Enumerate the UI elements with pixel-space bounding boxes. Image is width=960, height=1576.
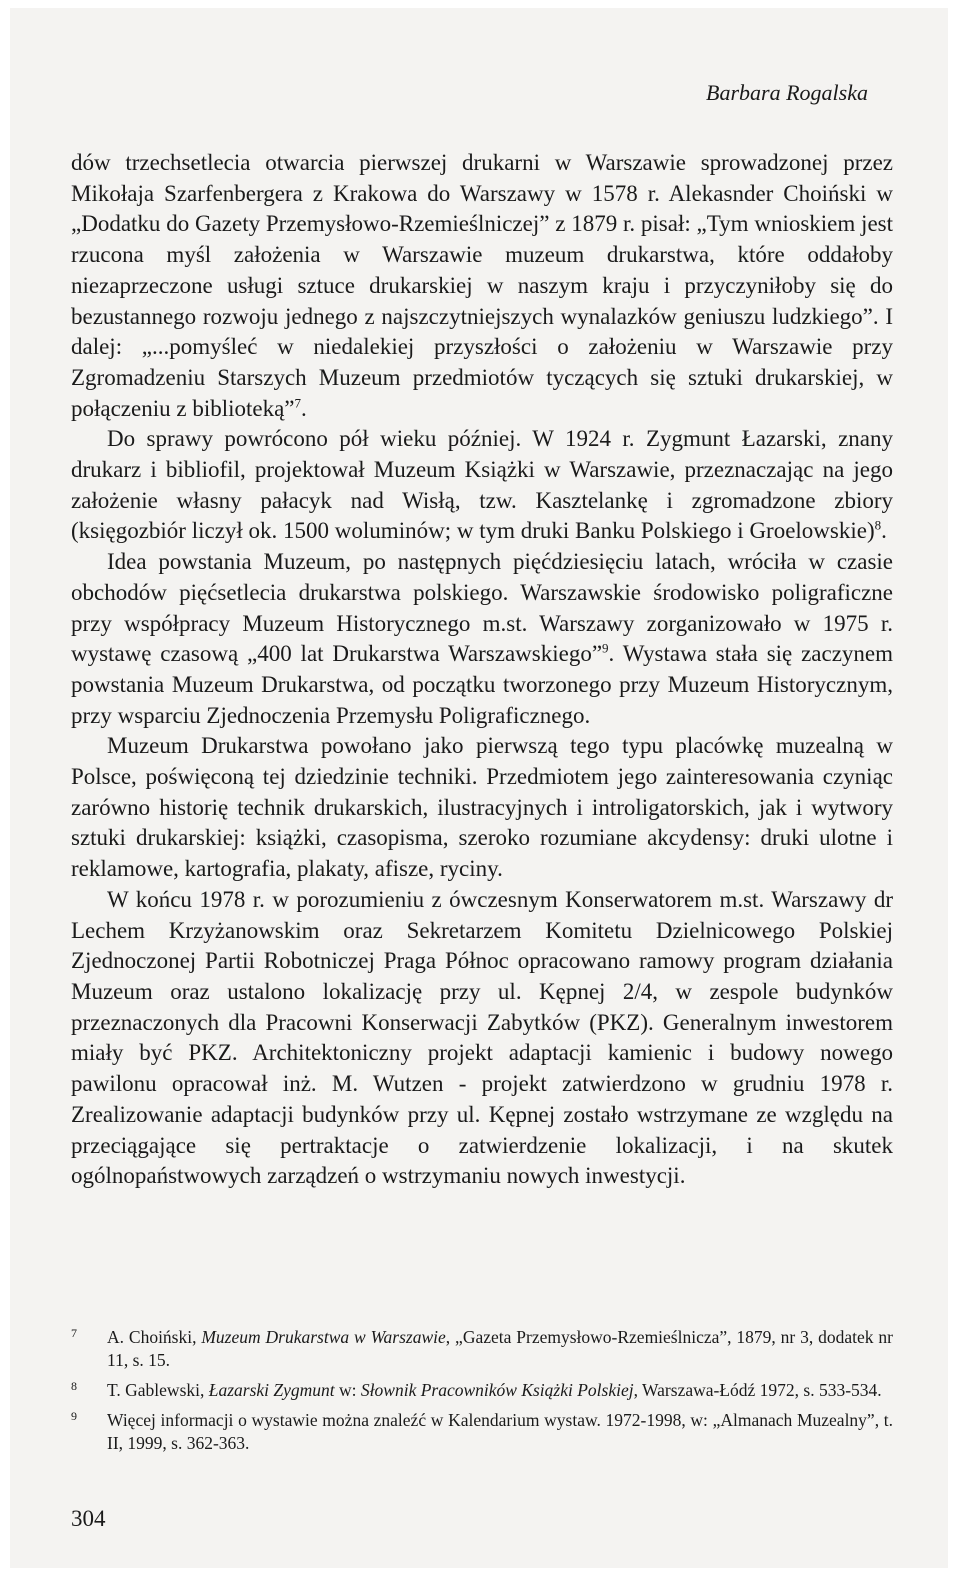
footnote-title: Muzeum Drukarstwa w Warszawie bbox=[201, 1327, 446, 1347]
footnote-7 bbox=[71, 1326, 893, 1372]
footnote-number: 8 bbox=[71, 1379, 77, 1393]
paragraph-3-text: Idea powstania Muzeum, po następnych pięćdziesięciu latach, wróciła w czasie obchodów pięćsetlecia drukarstwa polskiego. Warszawskie środowisko poligraficzne przy współpracy Muzeum Historycznego m.st. Warszawy zorganizowało w 1975 r. wystawę czasową „400 lat Drukarstwa Warszawskiego” bbox=[71, 549, 893, 667]
page-number: 304 bbox=[71, 1506, 106, 1531]
paragraph-3 bbox=[71, 547, 893, 731]
paragraph-1 bbox=[71, 148, 893, 424]
footnote-number: 9 bbox=[71, 1409, 77, 1423]
paragraph-1-text: dów trzechsetlecia otwarcia pierwszej drukarni w Warszawie sprowadzonej przez Mikołaja Szarfenbergera z Krakowa do Warszawy w 1578 r. Alekasnder Choiński w „Dodatku do Gazety Przemysłowo-Rzemieślniczej” z 1879 r. pisał: „Tym wnioskiem jest rzucona myśl założenia w Warszawie muzeum drukarstwa, które oddałoby niezaprzeczone usługi sztuce drukarskiej w naszym kraju i przyczyniłoby się do bezustannego rozwoju jednego z najszczytniejszych wynalazków geniuszu ludzkiego”. I dalej: „...pomyśleć w niedalekiej przyszłości o założeniu w Warszawie przy Zgromadzeniu Starszych Muzeum przedmiotów tyczących się sztuki drukarskiej, w połączeniu z biblioteką” bbox=[71, 150, 893, 421]
footnote-9 bbox=[71, 1409, 893, 1455]
paragraph-2-text: Do sprawy powrócono pół wieku później. W 1924 r. Zygmunt Łazarski, znany drukarz i bibliofil, projektował Muzeum Książki w Warszawie, przeznaczając na jego założenie własny pałacyk nad Wisłą, tzw. Kasztelankę i zgromadzone zbiory (księgozbiór liczył ok. 1500 woluminów; w tym druki Banku Polskiego i Groelowskie) bbox=[71, 426, 893, 544]
paragraph-1-end: . bbox=[301, 395, 307, 421]
paragraph-2-end: . bbox=[881, 518, 887, 544]
footnote-title: Łazarski Zygmunt bbox=[208, 1380, 335, 1400]
footnote-ref-8[interactable]: 8 bbox=[874, 517, 882, 533]
footnote-author: A. Choiński, bbox=[107, 1327, 202, 1347]
book-page bbox=[10, 8, 948, 1568]
footnote-title-2: Słownik Pracowników Książki Polskiej bbox=[360, 1380, 634, 1400]
footnote-connector: w: bbox=[334, 1380, 361, 1400]
footnote-source: , „Gazeta Przemysłowo-Rzemieślnicza”, 1879, nr 3, dodatek nr 11, s. 15. bbox=[107, 1327, 893, 1370]
paragraph-4: Muzeum Drukarstwa powołano jako pierwszą tego typu placówkę muzealną w Polsce, poświęconą tej dziedzinie techniki. Przedmiotem jego zainteresowania czyniąc zarówno historię technik drukarskich, ilustracyjnych i introligatorskich, jak i wytwory sztuki drukarskiej: książki, czasopisma, szeroko rozumiane akcydensy: druki ulotne i reklamowe, kartografia, plakaty, afisze, ryciny. bbox=[71, 733, 893, 882]
footnote-source: , Warszawa-Łódź 1972, s. 533-534. bbox=[633, 1380, 882, 1400]
footnote-ref-9[interactable]: 9 bbox=[602, 640, 609, 656]
footnote-8 bbox=[71, 1379, 893, 1402]
paragraph-3-end: . Wystawa stała się zaczynem powstania Muzeum Drukarstwa, od początku tworzonego przy Muzeum Historycznym, przy wsparciu Zjednoczenia Przemysłu Poligraficznego. bbox=[71, 641, 893, 728]
paragraph-2 bbox=[71, 424, 893, 547]
footnote-number: 7 bbox=[71, 1326, 77, 1340]
footnote-author: T. Gablewski, bbox=[107, 1380, 209, 1400]
footnotes bbox=[71, 1326, 893, 1462]
running-head-author: Barbara Rogalska bbox=[706, 80, 868, 105]
footnote-text: Więcej informacji o wystawie można znaleźć w Kalendarium wystaw. 1972-1998, w: „Almanach Muzealny”, t. II, 1999, s. 362-363. bbox=[107, 1410, 893, 1453]
paragraph-5: W końcu 1978 r. w porozumieniu z ówczesnym Konserwatorem m.st. Warszawy dr Lechem Krzyżanowskim oraz Sekretarzem Komitetu Dzielnicowego Polskiej Zjednoczonej Partii Robotniczej Praga Północ opracowano ramowy program działania Muzeum oraz ustalono lokalizację przy ul. Kępnej 2/4, w zespole budynków przeznaczonych dla Pracowni Konserwacji Zabytków (PKZ). Generalnym inwestorem miały być PKZ. Architektoniczny projekt adaptacji kamienic i budowy nowego pawilonu opracował inż. M. Wutzen - projekt zatwierdzono w grudniu 1978 r. Zrealizowanie adaptacji budynków przy ul. Kępnej zostało wstrzymane ze względu na przeciągające się pertraktacje o zatwierdzenie lokalizacji, i na skutek ogólnopaństwowych zarządzeń o wstrzymaniu nowych inwestycji. bbox=[71, 886, 893, 1189]
footnote-ref-7[interactable]: 7 bbox=[294, 394, 302, 410]
main-text bbox=[71, 148, 893, 1192]
